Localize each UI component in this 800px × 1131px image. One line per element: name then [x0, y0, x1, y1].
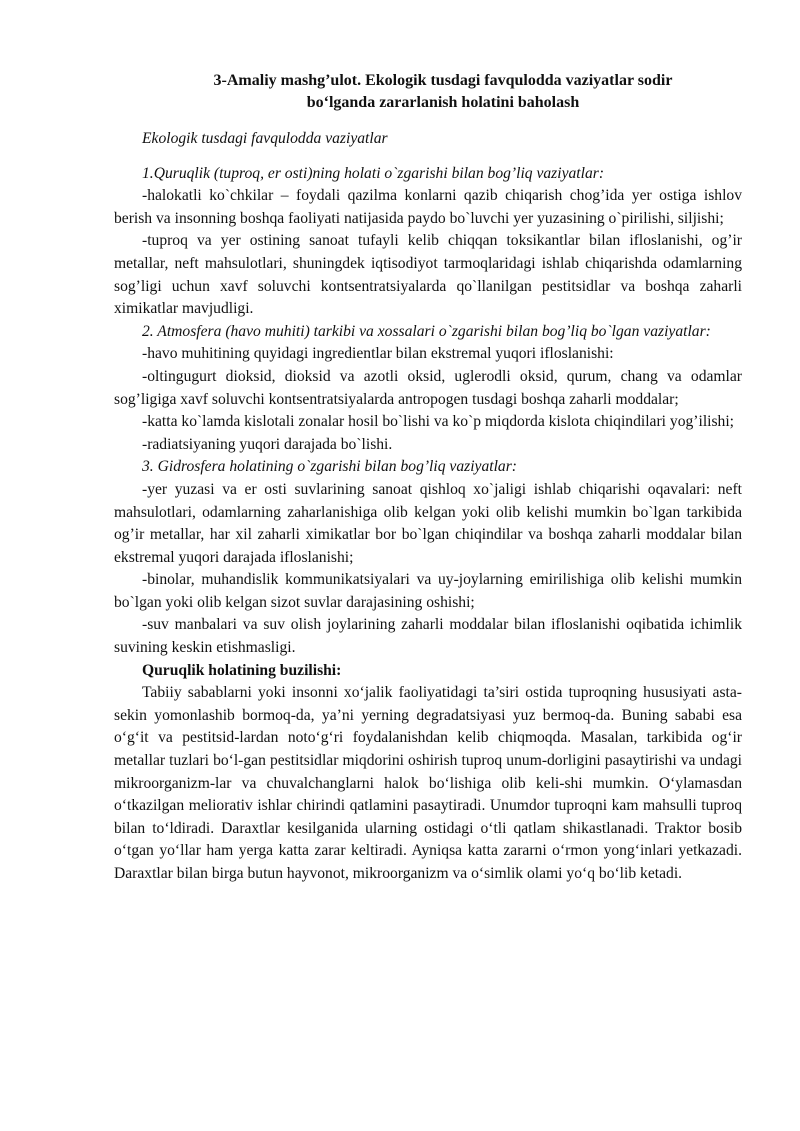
document-title — [114, 70, 742, 114]
section-subtitle: Ekologik tusdagi favqulodda vaziyatlar — [142, 130, 388, 147]
paragraph: -suv manbalari va suv olish joylarining zaharli moddalar bilan ifloslanishi oqibatida ichimlik suvining keskin etishmasligi. — [114, 616, 742, 657]
paragraph-heading-1: 1.Quruqlik (tuproq, er osti)ning holati o`zgarishi bilan bog’liq vaziyatlar: — [142, 164, 605, 182]
paragraph: -tuproq va yer ostining sanoat tufayli kelib chiqqan toksikantlar bilan ifloslanishi, og’ir metallar, neft mahsulotlari, shuningdek iqtisodiyot tarmoqlaridagi ishlab chiqarishda odamlarning sog’ligi uchun xavf soluvchi kontsentratsiyalarda qo`llanilgan pestitsidlar va boshqa zaharli ximikatlar mavjudligi. — [114, 232, 742, 318]
paragraph: -yer yuzasi va er osti suvlarining sanoat qishloq xo`jaligi ishlab chiqarishi oqavalari: neft mahsulotlari, odamlarning zaharlanishiga olib kelgan yoki olib kelishi mumkin bo`lgan tarkibida og’ir metallar, har xil zaharli ximikatlar bor bo`lgan chiqindilar va boshqa zaharli moddalar bilan ekstremal yuqori darajada ifloslanishi; — [114, 480, 742, 566]
bold-heading: Quruqlik holatining buzilishi: — [142, 661, 342, 679]
paragraph: -oltingugurt dioksid, dioksid va azotli oksid, uglerodli oksid, qurum, chang va odamlar sog’ligiga xavf soluvchi kontsentratsiyalarda antropogen tusdagi boshqa zaharli moddalar; — [114, 367, 742, 408]
title-line-2: bo‘lganda zararlanish holatini baholash — [306, 94, 580, 111]
paragraph: -havo muhitining quyidagi ingredientlar bilan ekstremal yuqori ifloslanishi: — [142, 345, 614, 363]
paragraph-heading-2: 2. Atmosfera (havo muhiti) tarkibi va xossalari o`zgarishi bilan bog’liq bo`lgan vaziyatlar: — [142, 322, 711, 340]
paragraph: -halokatli ko`chkilar – foydali qazilma konlarni qazib chiqarish chog’ida yer ostiga ishlov berish va insonning boshqa faoliyati natijasida paydo bo`luvchi yer yuzasining o`pirilishi, siljishi; — [114, 187, 742, 227]
paragraph: -katta ko`lamda kislotali zonalar hosil bo`lishi va ko`p miqdorda kislota chiqindilari yog’ilishi; — [142, 413, 735, 431]
paragraph: -binolar, muhandislik kommunikatsiyalari va uy-joylarning emirilishiga olib kelishi mumkin bo`lgan yoki olib kelgan sizot suvlar darajasining oshishi; — [114, 571, 742, 611]
paragraph: -radiatsiyaning yuqori darajada bo`lishi. — [142, 435, 393, 453]
paragraph-heading-3: 3. Gidrosfera holatining o`zgarishi bilan bog’liq vaziyatlar: — [142, 458, 517, 476]
title-line-1: 3-Amaliy mashg’ulot. Ekologik tusdagi favqulodda vaziyatlar sodir — [213, 72, 673, 89]
paragraph: Tabiiy sabablarni yoki insonni xo‘jalik faoliyatidagi ta’siri ostida tuproqning hususiyati asta-sekin yomonlashib bormoq-da, ya’ni yerning degradatsiyasi yuz bermoq-da. Buning sababi esa o‘g‘it va pestitsid-lardan noto‘g‘ri foydalanishdan kelib chiqmoqda. Masalan, tarkibida og‘ir metallar tuzlari bo‘l-gan pestitsidlar miqdorini oshirish tuproq unum-dorligini pasaytirishi va undagi mikroorganizm-lar va chuvalchanglarni halok bo‘lishiga olib keli-shi mumkin. O‘ylamasdan o‘tkazilgan meliorativ ishlar chirindi qatlamini pasaytiradi. Unumdor tuproqni kam mahsulli tuproq bilan to‘ldiradi. Daraxtlar kesilganida ularning ostidagi o‘tli qatlam shikastlanadi. Traktor bosib o‘tgan yo‘llar ham yerga katta zarar keltiradi. Ayniqsa katta zararni o‘rmon yong‘inlari yetkazadi. Daraxtlar bilan birga butun hayvonot, mikroorganizm va o‘simlik olami yo‘q bo‘lib ketadi. — [114, 684, 742, 882]
